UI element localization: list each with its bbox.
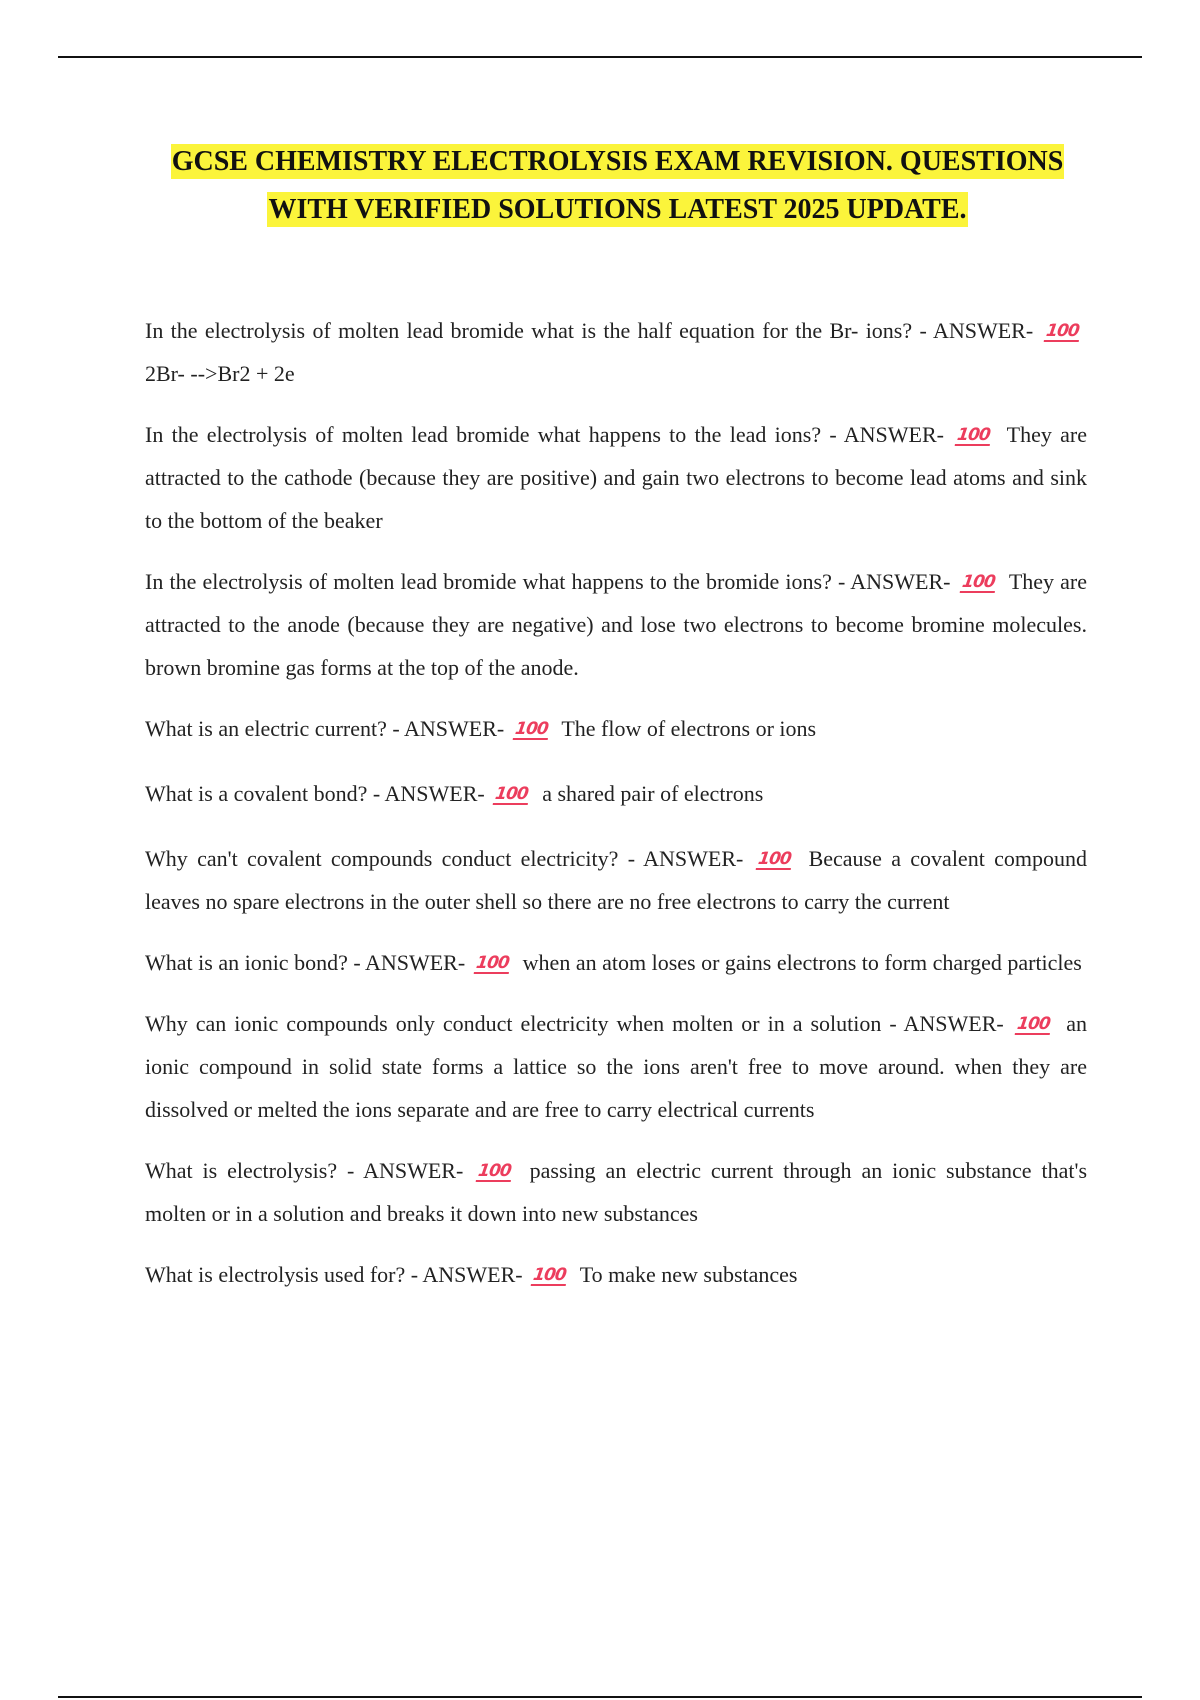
answer-marker: - ANSWER- (627, 846, 744, 871)
question-text: What is an electric current? (145, 716, 387, 741)
answer-marker: - ANSWER- (392, 716, 505, 741)
question-text: What is electrolysis? (145, 1158, 338, 1183)
question-text: What is an ionic bond? (145, 950, 348, 975)
answer-text: an ionic compound in solid state forms a lattice so the ions aren't free to move around. when they are dissolved or melted the ions separate and are free to carry electrical currents (145, 1011, 1088, 1122)
answer-text: They are attracted to the cathode (because they are positive) and gain two electrons to become lead atoms and sink to the bottom of the beaker (145, 422, 1087, 533)
question-text: In the electrolysis of molten lead bromide what happens to the lead ions? (145, 422, 822, 447)
qa-list (145, 309, 1087, 1314)
question-text: What is a covalent bond? (145, 781, 368, 806)
document-title (140, 138, 1095, 234)
title-line-1: GCSE CHEMISTRY ELECTROLYSIS EXAM REVISION. QUESTIONS (171, 146, 1064, 177)
question-text: What is electrolysis used for? (145, 1262, 406, 1287)
hundred-points-icon: 100 (756, 849, 792, 869)
hundred-points-icon: 100 (474, 953, 510, 973)
title-line-2: WITH VERIFIED SOLUTIONS LATEST 2025 UPDATE. (268, 194, 967, 225)
question-text: In the electrolysis of molten lead bromide what is the half equation for the Br- ions? (145, 318, 913, 343)
footer-rule (58, 1696, 1142, 1698)
qa-item (145, 1149, 1087, 1235)
answer-marker: - ANSWER- (410, 1262, 523, 1287)
qa-item (145, 309, 1087, 395)
answer-text: a shared pair of electrons (542, 781, 764, 806)
answer-marker: - ANSWER- (353, 950, 466, 975)
hundred-points-icon: 100 (960, 572, 996, 592)
hundred-points-icon: 100 (513, 719, 549, 739)
qa-item (145, 707, 1087, 750)
qa-item (145, 413, 1087, 542)
hundred-points-icon: 100 (1015, 1014, 1051, 1034)
answer-marker: - ANSWER- (919, 318, 1034, 343)
qa-item (145, 837, 1087, 923)
hundred-points-icon: 100 (494, 784, 530, 804)
answer-text: They are attracted to the anode (because they are negative) and lose two electrons to become bromine molecules. brown bromine gas forms at the top of the anode. (145, 569, 1087, 680)
question-text: Why can ionic compounds only conduct electricity when molten or in a solution (145, 1011, 882, 1036)
question-text: In the electrolysis of molten lead bromide what happens to the bromide ions? (145, 569, 832, 594)
answer-marker: - ANSWER- (889, 1011, 1004, 1036)
qa-item (145, 1253, 1087, 1296)
answer-text: Because a covalent compound leaves no spare electrons in the outer shell so there are no free electrons to carry the current (145, 846, 1088, 914)
hundred-points-icon: 100 (531, 1265, 568, 1285)
question-text: Why can't covalent compounds conduct electricity? (145, 846, 619, 871)
header-rule (58, 56, 1142, 58)
answer-text: passing an electric current through an ionic substance that's molten or in a solution and breaks it down into new substances (145, 1158, 1088, 1226)
answer-marker: - ANSWER- (829, 422, 944, 447)
answer-text: To make new substances (579, 1262, 798, 1287)
qa-item (145, 941, 1087, 984)
answer-marker: - ANSWER- (372, 781, 485, 806)
answer-text: The flow of electrons or ions (561, 716, 817, 741)
qa-item (145, 772, 1087, 815)
hundred-points-icon: 100 (477, 1161, 513, 1181)
answer-text: 2Br- -->Br2 + 2e (145, 361, 295, 386)
qa-item (145, 1002, 1087, 1131)
hundred-points-icon: 100 (1044, 321, 1080, 341)
qa-item (145, 560, 1087, 689)
answer-marker: - ANSWER- (347, 1158, 464, 1183)
hundred-points-icon: 100 (956, 425, 992, 445)
answer-text: when an atom loses or gains electrons to form charged particles (522, 950, 1082, 975)
answer-marker: - ANSWER- (838, 569, 951, 594)
